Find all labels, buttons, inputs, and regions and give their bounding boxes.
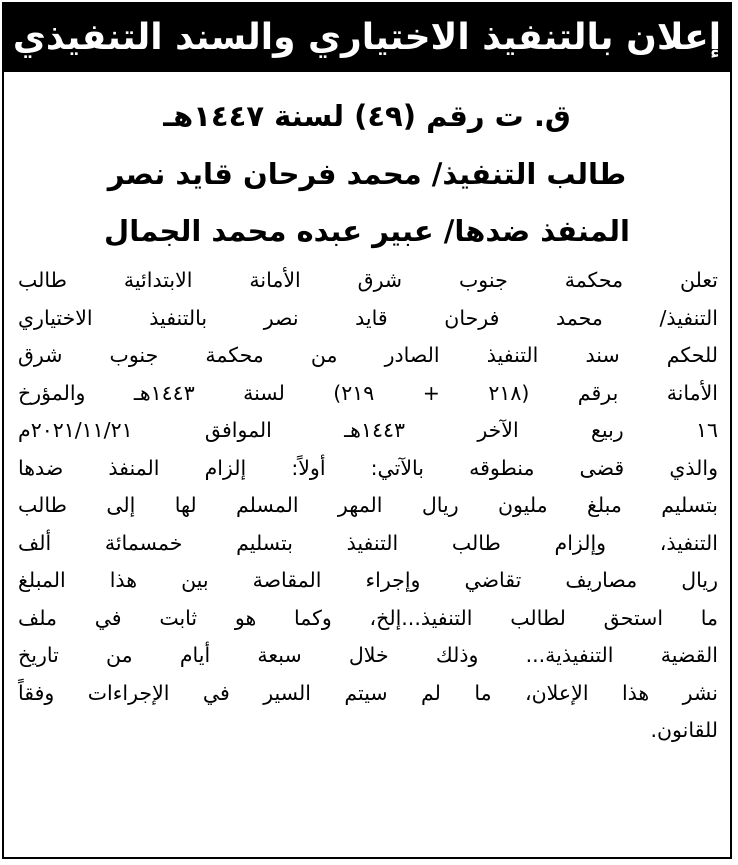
case-number-heading: ق. ت رقم (٤٩) لسنة ١٤٤٧هـ [163,99,571,133]
body-line: تعلن محكمة جنوب شرق الأمانة الابتدائية طالب [18,268,718,292]
body-line: الأمانة برقم (٢١٨ + ٢١٩) لسنة ١٤٤٣هـ والمؤرخ [18,380,718,405]
notice-body [18,262,718,750]
applicant-heading: طالب التنفيذ/ محمد فرحان قايد نصر [107,157,627,191]
notice-title: إعلان بالتنفيذ الاختياري والسند التنفيذي [12,16,722,58]
notice-title-bar [2,2,732,72]
body-line: التنفيذ/ محمد فرحان قايد نصر بالتنفيذ الاختياري [18,305,718,330]
body-line: والذي قضى منطوقه بالآتي: أولاً: إلزام المنفذ ضدها [18,455,718,480]
body-line: القضية التنفيذية... وذلك خلال سبعة أيام من تاريخ [18,643,718,667]
body-line: ١٦ ربيع الآخر ١٤٤٣هـ الموافق ٢٠٢١/١١/٢١م [18,418,718,442]
body-line-last: للقانون. [650,718,718,742]
body-line: للحكم سند التنفيذ الصادر من محكمة جنوب شرق [18,343,718,367]
body-line: ريال مصاريف تقاضي وإجراء المقاصة بين هذا المبلغ [18,568,718,592]
body-line: بتسليم مبلغ مليون ريال المهر المسلم لها إلى طالب [18,493,718,517]
body-line: ما استحق لطالب التنفيذ...إلخ، وكما هو ثابت في ملف [18,605,718,630]
respondent-heading: المنفذ ضدها/ عبير عبده محمد الجمال [104,214,630,248]
body-line: نشر هذا الإعلان، ما لم سيتم السير في الإجراءات وفقاً [18,680,718,705]
body-line: التنفيذ، وإلزام طالب التنفيذ بتسليم خمسمائة ألف [18,530,718,555]
